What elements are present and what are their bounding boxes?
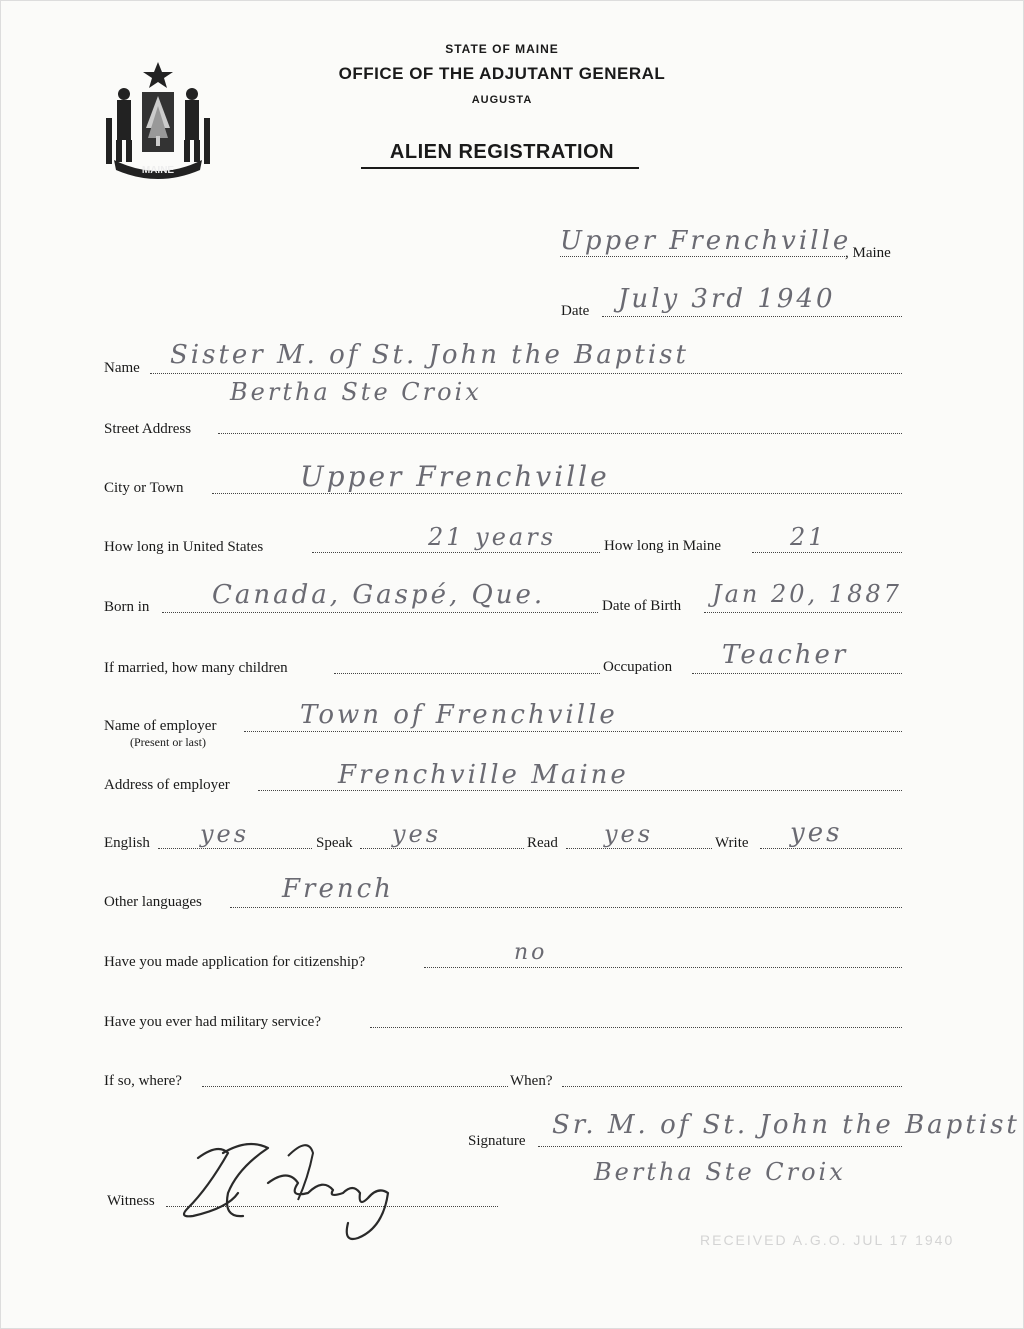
city-line [212,493,902,494]
children-label: If married, how many children [104,660,288,676]
place-value[interactable]: Upper Frenchville [560,226,852,256]
street-address-label: Street Address [104,421,192,437]
maine-duration-value[interactable]: 21 [790,523,827,551]
witness-signature-icon [168,1138,408,1248]
date-label: Date [561,303,590,319]
us-duration-line [312,552,600,553]
birth-date-label: Date of Birth [602,598,682,614]
employer-address-label: Address of employer [104,777,230,793]
employer-value[interactable]: Town of Frenchville [300,700,618,730]
born-in-line [162,612,598,613]
speak-label: Speak [316,835,353,851]
write-label: Write [715,835,749,851]
children-line [334,673,600,674]
name-label: Name [104,360,140,376]
state-heading: STATE OF MAINE [445,42,559,56]
write-value[interactable]: yes [790,818,843,848]
military-line [370,1027,902,1028]
place-suffix: , Maine [845,245,891,261]
signature-value-line2[interactable]: Bertha Ste Croix [594,1158,846,1186]
us-duration-label: How long in United States [104,539,264,555]
city-label: City or Town [104,480,184,496]
employer-label: Name of employer [104,718,217,734]
city-heading: AUGUSTA [471,94,533,106]
where-line [202,1086,508,1087]
employer-address-value[interactable]: Frenchville Maine [338,760,629,790]
read-value[interactable]: yes [604,820,654,848]
citizenship-value[interactable]: no [514,940,548,965]
birth-date-value[interactable]: Jan 20, 1887 [712,580,902,608]
name-value-line2[interactable]: Bertha Ste Croix [230,378,482,406]
when-label: When? [510,1073,553,1089]
form-title: ALIEN REGISTRATION [389,141,615,163]
english-value[interactable]: yes [200,820,250,848]
occupation-line [692,673,902,674]
when-line [562,1086,902,1087]
maine-duration-line [752,552,902,553]
where-label: If so, where? [104,1073,182,1089]
city-value[interactable]: Upper Frenchville [300,460,610,493]
employer-address-line [258,790,902,791]
occupation-label: Occupation [603,659,673,675]
employer-line [244,731,902,732]
speak-line [360,848,524,849]
military-label: Have you ever had military service? [104,1014,321,1030]
other-languages-label: Other languages [104,894,202,910]
received-stamp: RECEIVED A.G.O. JUL 17 1940 [700,1232,955,1248]
write-line [760,848,902,849]
citizenship-line [424,967,902,968]
maine-duration-label: How long in Maine [604,538,722,554]
employer-sublabel: (Present or last) [130,735,206,749]
born-in-label: Born in [104,599,150,615]
born-in-value[interactable]: Canada, Gaspé, Que. [212,580,546,610]
other-languages-value[interactable]: French [282,874,394,904]
read-line [566,848,712,849]
birth-date-line [704,612,902,613]
signature-value-line1[interactable]: Sr. M. of St. John the Baptist [552,1110,1020,1140]
office-heading: OFFICE OF THE ADJUTANT GENERAL [338,64,666,83]
date-line [602,316,902,317]
us-duration-value[interactable]: 21 years [428,523,557,551]
speak-value[interactable]: yes [392,820,442,848]
name-value-line1[interactable]: Sister M. of St. John the Baptist [170,340,689,370]
place-line [560,256,845,257]
english-line [158,848,312,849]
other-languages-line [230,907,902,908]
name-line [150,373,902,374]
citizenship-label: Have you made application for citizenship? [104,954,366,970]
title-underline [361,167,639,169]
signature-label: Signature [468,1133,526,1149]
date-value[interactable]: July 3rd 1940 [618,284,836,314]
street-address-line [218,433,902,434]
witness-label: Witness [107,1193,155,1209]
english-label: English [104,835,150,851]
occupation-value[interactable]: Teacher [722,640,849,670]
read-label: Read [527,835,558,851]
seal-text: MAINE [141,165,175,176]
witness-value[interactable] [200,1160,239,1161]
signature-line [538,1146,902,1147]
